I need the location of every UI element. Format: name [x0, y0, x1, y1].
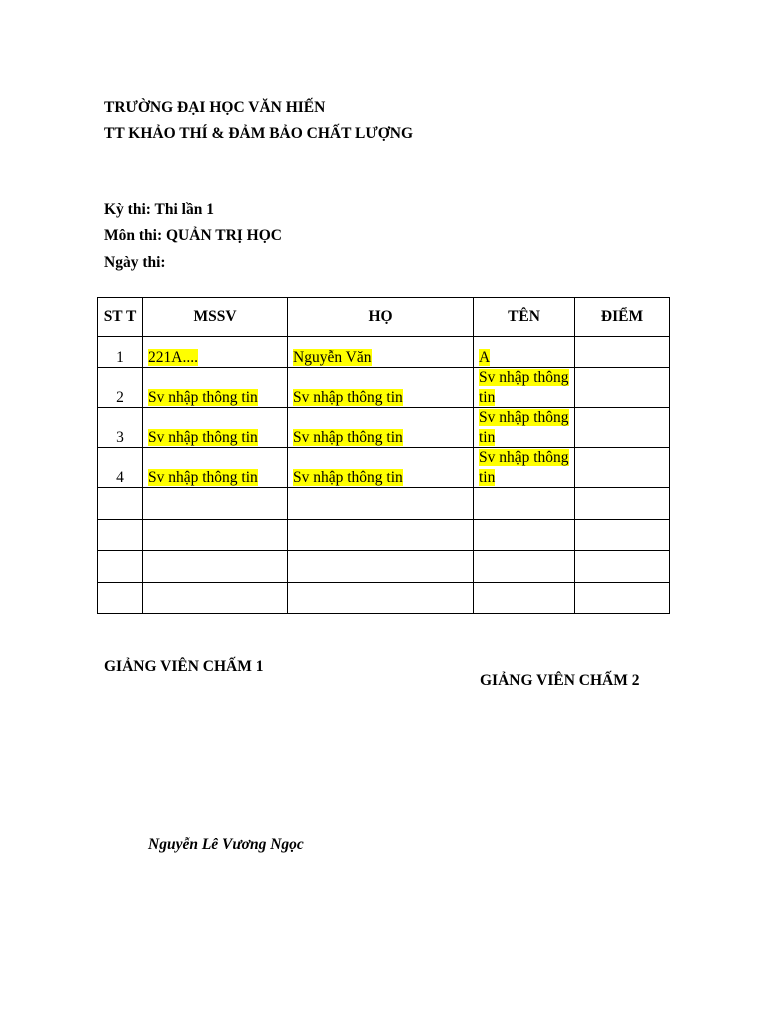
- ten-value: A: [479, 348, 491, 366]
- cell-stt: 1: [98, 337, 143, 368]
- empty-cell[interactable]: [575, 551, 670, 583]
- table-row: [98, 448, 670, 488]
- cell-ten[interactable]: [474, 408, 575, 448]
- header-diem: ĐIỂM: [575, 298, 670, 337]
- cell-mssv[interactable]: [143, 337, 288, 368]
- empty-cell[interactable]: [143, 488, 288, 520]
- header-ho: HỌ: [288, 298, 474, 337]
- cell-ho[interactable]: [288, 408, 474, 448]
- cell-ten[interactable]: [474, 448, 575, 488]
- cell-ho[interactable]: [288, 337, 474, 368]
- cell-diem[interactable]: [575, 448, 670, 488]
- empty-cell[interactable]: [98, 582, 143, 614]
- header-stt: ST T: [98, 298, 143, 337]
- cell-ten[interactable]: [474, 337, 575, 368]
- university-name: TRƯỜNG ĐẠI HỌC VĂN HIẾN: [104, 99, 326, 116]
- empty-cell[interactable]: [474, 519, 575, 551]
- cell-ho[interactable]: [288, 448, 474, 488]
- grader-1-label: GIẢNG VIÊN CHẤM 1: [104, 658, 264, 675]
- ho-value: Nguyễn Văn: [293, 348, 372, 366]
- ten-value: Sv nhập thông tin: [479, 369, 569, 406]
- empty-cell[interactable]: [288, 488, 474, 520]
- mssv-value: Sv nhập thông tin: [148, 388, 258, 406]
- empty-cell[interactable]: [575, 488, 670, 520]
- empty-cell[interactable]: [98, 519, 143, 551]
- cell-mssv[interactable]: [143, 368, 288, 408]
- empty-table-row: [98, 519, 670, 551]
- cell-mssv[interactable]: [143, 408, 288, 448]
- cell-diem[interactable]: [575, 368, 670, 408]
- cell-stt: 3: [98, 408, 143, 448]
- cell-ten[interactable]: [474, 368, 575, 408]
- mssv-value: Sv nhập thông tin: [148, 428, 258, 446]
- empty-cell[interactable]: [98, 551, 143, 583]
- ten-value: Sv nhập thông tin: [479, 449, 569, 486]
- empty-cell[interactable]: [474, 551, 575, 583]
- empty-cell[interactable]: [288, 582, 474, 614]
- grade-table: [97, 297, 670, 614]
- cell-mssv[interactable]: [143, 448, 288, 488]
- empty-cell[interactable]: [474, 488, 575, 520]
- ten-value: Sv nhập thông tin: [479, 409, 569, 446]
- empty-cell[interactable]: [288, 519, 474, 551]
- table-row: [98, 408, 670, 448]
- header-ten: TÊN: [474, 298, 575, 337]
- cell-ho[interactable]: [288, 368, 474, 408]
- empty-cell[interactable]: [474, 582, 575, 614]
- empty-cell[interactable]: [98, 488, 143, 520]
- cell-diem[interactable]: [575, 337, 670, 368]
- empty-table-row: [98, 488, 670, 520]
- cell-stt: 4: [98, 448, 143, 488]
- grader-1-name: Nguyễn Lê Vương Ngọc: [148, 836, 304, 853]
- exam-subject: Môn thi: QUẢN TRỊ HỌC: [104, 227, 282, 244]
- empty-cell[interactable]: [288, 551, 474, 583]
- empty-cell[interactable]: [575, 519, 670, 551]
- empty-table-row: [98, 582, 670, 614]
- grader-2-label: GIẢNG VIÊN CHẤM 2: [480, 672, 640, 689]
- empty-cell[interactable]: [143, 519, 288, 551]
- exam-session: Kỳ thi: Thi lần 1: [104, 201, 214, 218]
- table-row: [98, 368, 670, 408]
- cell-diem[interactable]: [575, 408, 670, 448]
- ho-value: Sv nhập thông tin: [293, 468, 403, 486]
- mssv-value: Sv nhập thông tin: [148, 468, 258, 486]
- empty-cell[interactable]: [575, 582, 670, 614]
- table-header-row: [98, 298, 670, 337]
- ho-value: Sv nhập thông tin: [293, 388, 403, 406]
- empty-cell[interactable]: [143, 582, 288, 614]
- ho-value: Sv nhập thông tin: [293, 428, 403, 446]
- mssv-value: 221A....: [148, 348, 198, 366]
- department-name: TT KHẢO THÍ & ĐẢM BẢO CHẤT LƯỢNG: [104, 125, 414, 142]
- exam-date: Ngày thi:: [104, 254, 166, 271]
- table-row: [98, 337, 670, 368]
- empty-cell[interactable]: [143, 551, 288, 583]
- header-mssv: MSSV: [143, 298, 288, 337]
- empty-table-row: [98, 551, 670, 583]
- cell-stt: 2: [98, 368, 143, 408]
